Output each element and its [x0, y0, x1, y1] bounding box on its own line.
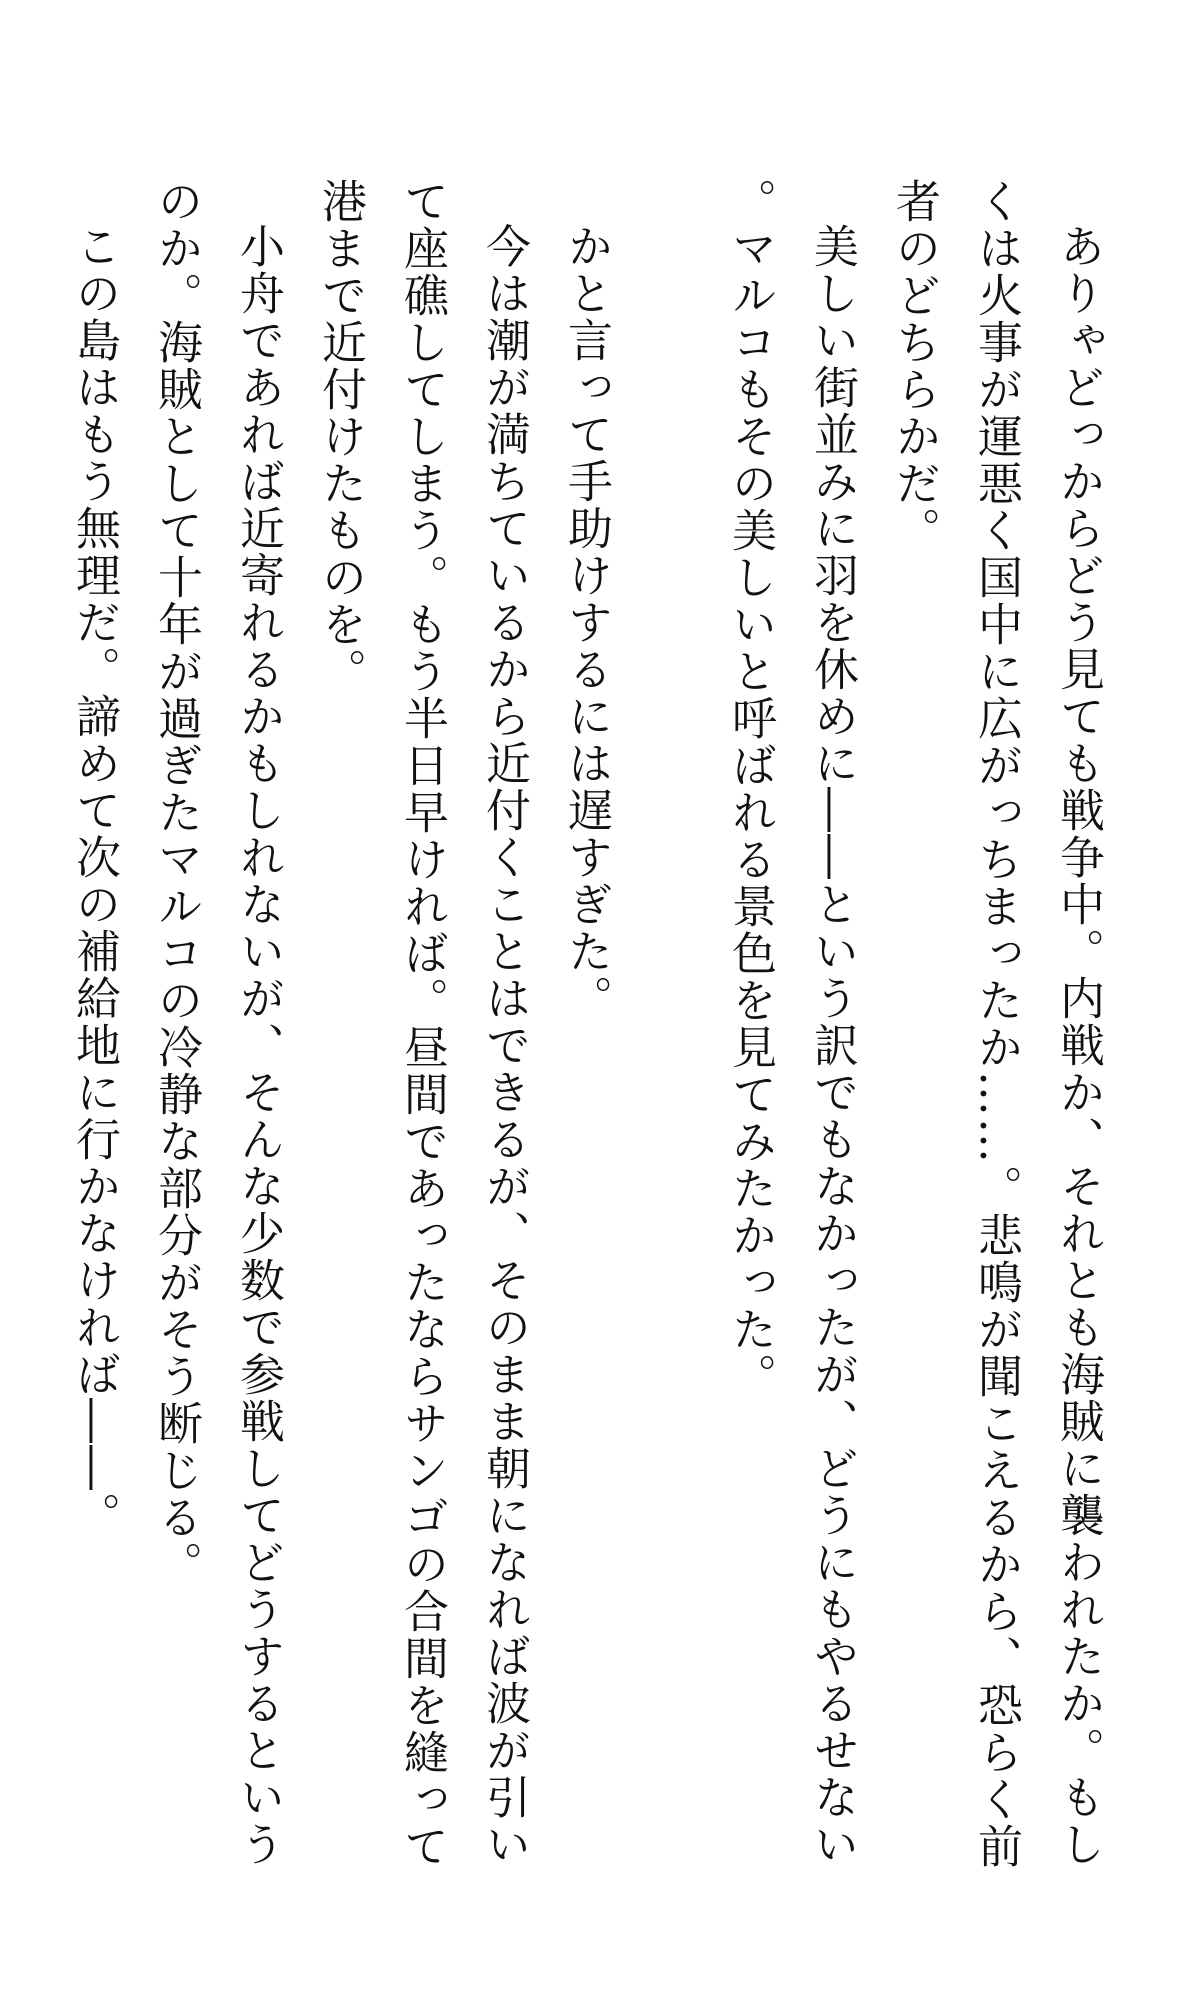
paragraph-3: かと言って手助けするには遅すぎた。: [560, 223, 613, 1022]
paragraph-5: 小舟であれば近寄れるかもしれないが、そんな少数で参戦してどうするというのか。海賊として十年が過ぎたマルコの冷静な部分がそう断じる。: [150, 178, 285, 1868]
vertical-text-body: [53, 178, 1119, 1878]
paragraph-1: ありゃどっからどう見ても戦争中。内戦か、それとも海賊に襲われたか。もしくは火事が運悪く国中に広がっちまったか……。悲鳴が聞こえるから、恐らく前者のどちらかだ。: [888, 178, 1105, 1870]
blank-line: [627, 178, 709, 1878]
paragraph-6: この島はもう無理だ。諦めて次の補給地に行かなければ――。: [68, 223, 121, 1539]
paragraph-2: 美しい街並みに羽を休めに――という訳でもなかったが、どうにもやるせない。マルコもその美しいと呼ばれる景色を見てみたかった。: [724, 178, 859, 1868]
paragraph-4: 今は潮が満ちているから近付くことはできるが、そのまま朝になれば波が引いて座礁してしまう。もう半日早ければ。昼間であったならサンゴの合間を縫って港まで近付けたものを。: [314, 178, 531, 1870]
